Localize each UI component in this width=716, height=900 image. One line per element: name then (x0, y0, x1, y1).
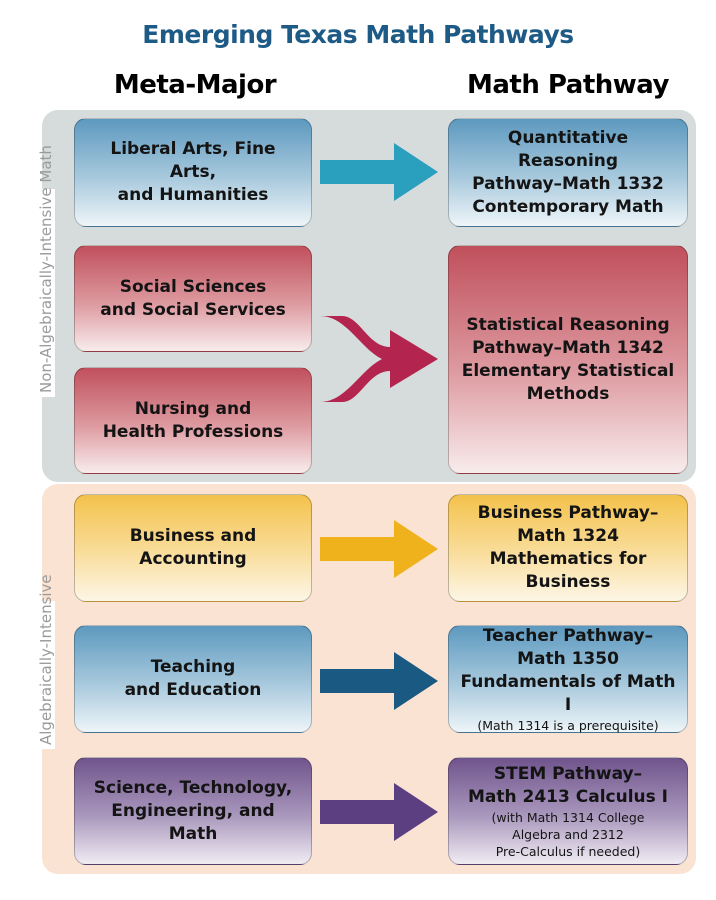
arrow-right-icon (320, 783, 438, 841)
meta-major-line: Health Professions (102, 421, 284, 442)
pathway-line: Pathway–Math 1342 (472, 337, 664, 358)
meta-major-line: and Humanities (117, 185, 269, 205)
non-algebraic-group-label: Non-Algebraically-Intensive Math (37, 189, 55, 397)
pathway-statistical-reasoning (448, 245, 688, 474)
pathway-note: (with Math 1314 College (491, 809, 645, 825)
pathway-line: Statistical Reasoning (466, 314, 670, 335)
arrow-gold-shape (320, 520, 438, 578)
meta-major-line: Social Sciences (119, 276, 267, 297)
pathway-stem (448, 757, 688, 865)
pathway-line: Business Pathway– (477, 503, 659, 523)
meta-major-line: Engineering, and Math (111, 800, 275, 844)
pathway-line: Teacher Pathway– (482, 625, 654, 646)
arrow-right-icon (320, 652, 438, 710)
meta-major-line: and Social Services (100, 299, 286, 320)
meta-major-social-sciences (74, 245, 312, 352)
meta-major-line: Science, Technology, (93, 777, 293, 798)
pathway-line: Math 2413 Calculus I (467, 786, 668, 807)
meta-major-stem (74, 757, 312, 865)
meta-major-business (74, 494, 312, 602)
math-pathway-header: Math Pathway (467, 70, 669, 100)
pathway-line: Math 1350 (517, 648, 619, 669)
meta-major-line: Nursing and (134, 398, 252, 419)
meta-major-line: Liberal Arts, Fine Arts, (110, 139, 276, 182)
pathway-line: Methods (526, 383, 610, 404)
merge-arrow-icon (320, 316, 438, 402)
pathway-line: Quantitative Reasoning (507, 127, 629, 171)
algebraic-group-label: Algebraically-Intensive (37, 601, 55, 749)
arrow-crimson-shape (320, 316, 438, 402)
pathway-line: Business (525, 572, 611, 592)
pathway-line: Pathway–Math 1332 (472, 173, 664, 194)
pathway-quantitative-reasoning (448, 118, 688, 227)
meta-major-line: Business and (129, 526, 257, 546)
pathway-line: Math 1324 (517, 526, 619, 546)
pathway-note: (Math 1314 is a prerequisite) (477, 717, 659, 733)
meta-major-teaching (74, 625, 312, 733)
arrow-right-icon (320, 143, 438, 201)
arrow-navy-shape (320, 652, 438, 710)
meta-major-line: Accounting (139, 549, 247, 569)
pathway-business (448, 494, 688, 602)
meta-major-header: Meta-Major (113, 70, 277, 100)
arrow-teal-shape (320, 143, 438, 201)
pathway-line: Elementary Statistical (461, 360, 675, 381)
arrow-purple-shape (320, 783, 438, 841)
pathway-line: Fundamentals of Math I (460, 671, 676, 715)
meta-major-nursing (74, 367, 312, 474)
page-title: Emerging Texas Math Pathways (142, 20, 574, 49)
meta-major-line: and Education (124, 680, 262, 700)
pathway-teacher (448, 625, 688, 733)
pathway-note: Algebra and 2312 (512, 826, 624, 842)
pathway-line: Contemporary Math (472, 196, 664, 217)
meta-major-liberal-arts (74, 118, 312, 227)
pathway-note: Pre-Calculus if needed) (495, 843, 641, 859)
pathway-line: STEM Pathway– (493, 763, 643, 784)
meta-major-line: Teaching (150, 657, 236, 677)
pathway-line: Mathematics for (489, 549, 647, 569)
arrow-right-icon (320, 520, 438, 578)
